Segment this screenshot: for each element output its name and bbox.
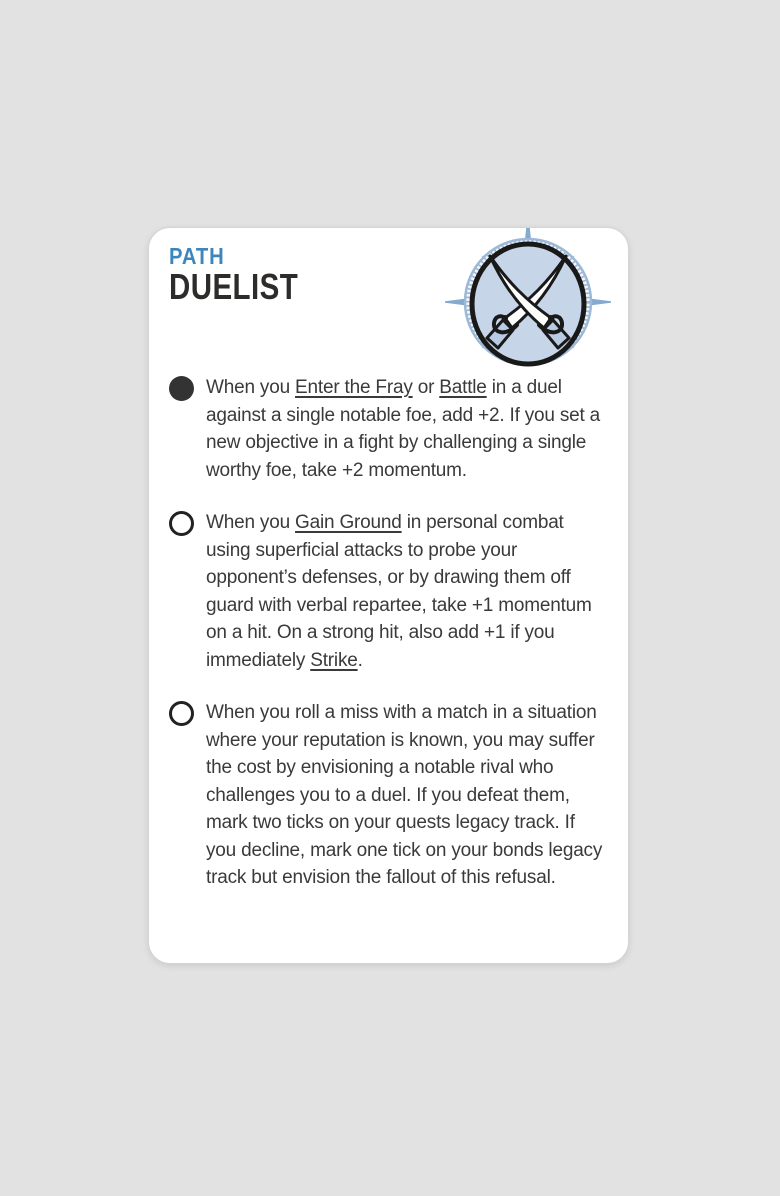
ability-bullet-hollow bbox=[169, 701, 194, 726]
ability-text-segment: When you roll a miss with a match in a situation where your reputation is known, you may suffer the cost by envisioning a notable rival who challenges you to a duel. If you defeat them, mark two ticks on your quests legacy track. If you decline, mark one tick on your bonds legacy track but envision the fallout of this refusal. bbox=[206, 702, 603, 888]
ability-text-segment: in personal combat using superficial attacks to probe your opponent’s defenses, or by drawing them off guard with verbal repartee, take +1 momentum on a hit. On a strong hit, also add +1 if you immediately bbox=[206, 512, 592, 671]
ability-item bbox=[169, 509, 609, 674]
move-name-link: Strike bbox=[310, 649, 358, 671]
ability-text-segment: When you bbox=[206, 377, 296, 398]
compass-crossed-sabers-svg bbox=[445, 227, 611, 388]
ability-text bbox=[206, 509, 609, 674]
ability-text-segment: When you bbox=[206, 512, 296, 533]
move-name-link: Enter the Fray bbox=[295, 377, 413, 398]
ability-list bbox=[169, 374, 609, 917]
ability-item bbox=[169, 699, 609, 892]
ability-bullet-filled bbox=[169, 376, 194, 401]
ability-item bbox=[169, 374, 609, 484]
move-name-link: Battle bbox=[439, 377, 487, 398]
asset-card bbox=[148, 227, 629, 964]
ability-bullet-hollow bbox=[169, 511, 194, 536]
ability-text bbox=[206, 374, 609, 484]
ability-text-segment: or bbox=[412, 377, 440, 398]
ability-text-segment: in a duel against a single notable foe, add +2. If you set a new objective in a fight by challenging a single worthy foe, take +2 momentum. bbox=[206, 377, 601, 481]
move-name-link: Gain Ground bbox=[295, 512, 402, 533]
compass-crossed-sabers-icon bbox=[445, 227, 611, 388]
ability-text bbox=[206, 699, 609, 892]
card-category-label: PATH bbox=[169, 243, 225, 269]
card-title: DUELIST bbox=[169, 266, 299, 307]
ability-text-segment: . bbox=[357, 649, 363, 671]
